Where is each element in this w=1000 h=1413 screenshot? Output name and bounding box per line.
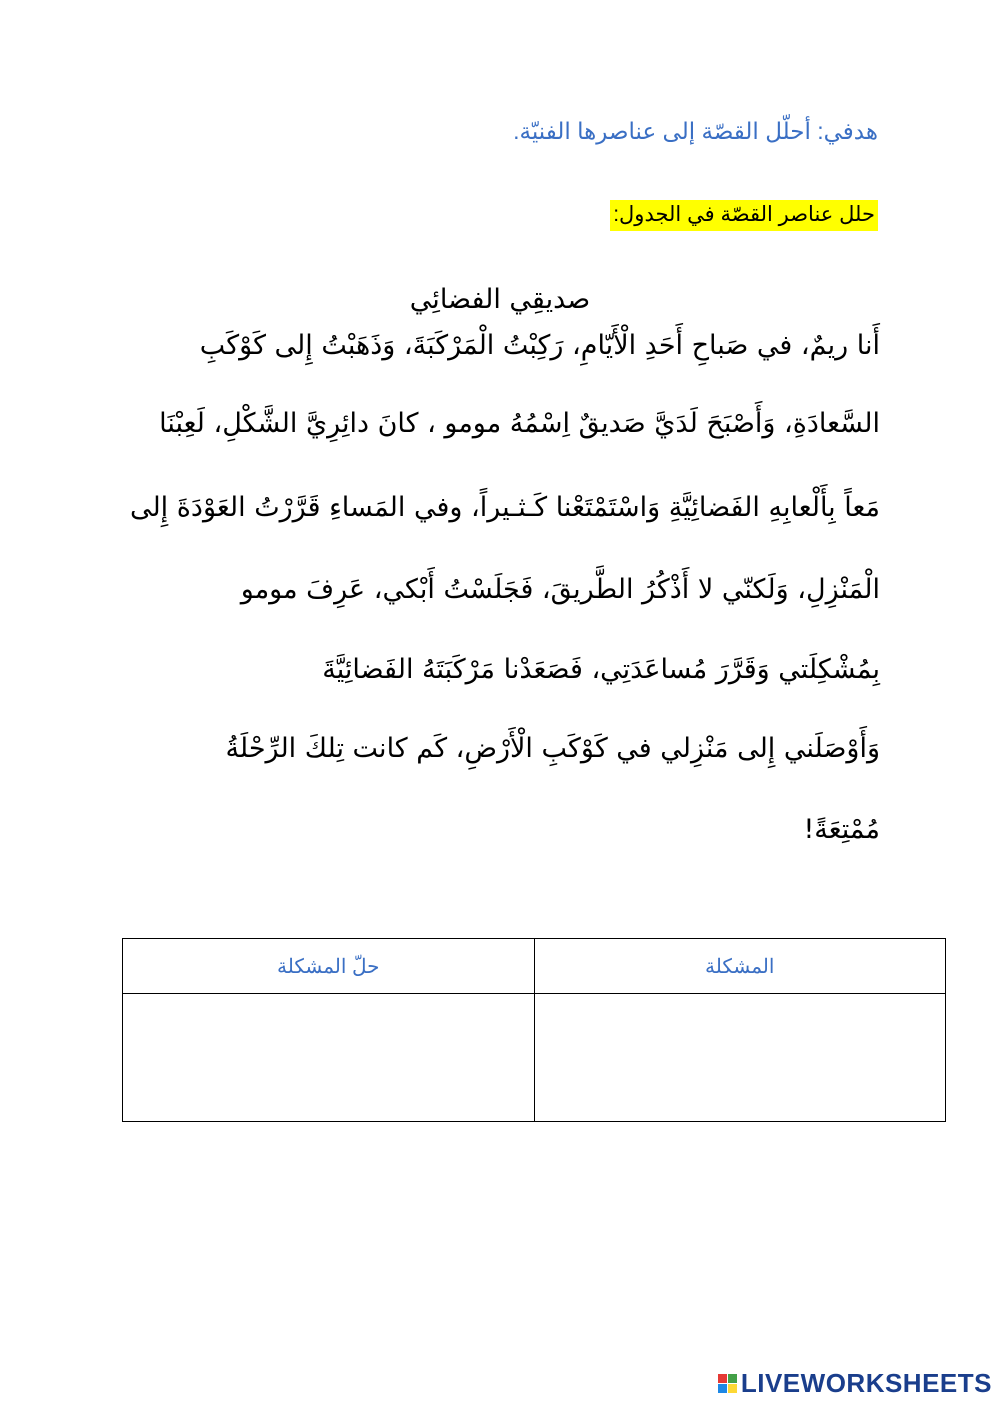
solution-answer-cell[interactable] <box>123 994 535 1122</box>
story-line: وَأَوْصَلَني إِلى مَنْزِلي في كَوْكَبِ الْأَرْضِ، كَم كانت تِلكَ الرِّحْلَةُ <box>225 733 880 764</box>
liveworksheets-watermark <box>718 1368 992 1399</box>
liveworksheets-logo-icon <box>718 1374 737 1393</box>
logo-square <box>718 1384 727 1393</box>
table-header-problem: المشكلة <box>534 939 946 994</box>
story-line: مُمْتِعَةً! <box>803 814 880 845</box>
goal-text: هدفي: أحلّل القصّة إلى عناصرها الفنيّة. <box>513 118 878 144</box>
instruction-highlight: حلل عناصر القصّة في الجدول: <box>610 200 878 231</box>
story-line: السَّعادَةِ، وَأَصْبَحَ لَدَيَّ صَديقٌ اِسْمُهُ مومو ، كانَ دائِرِيَّ الشَّكْلِ، لَعِبْنَا <box>159 408 880 439</box>
story-line: أَنا ريمٌ، في صَباحِ أَحَدِ الْأَيّامِ، رَكِبْتُ الْمَرْكَبَةَ، وَذَهَبْتُ إِلى كَوْكَبِ <box>199 330 880 361</box>
watermark-text: LIVEWORKSHEETS <box>740 1368 992 1398</box>
problem-answer-cell[interactable] <box>534 994 946 1122</box>
analysis-table <box>122 938 946 1118</box>
story-title: صديقِي الفضائِي <box>409 284 591 315</box>
story-line: بِمُشْكِلَتي وَقَرَّرَ مُساعَدَتِي، فَصَعَدْنا مَرْكَبَتَهُ الفَضائِيَّةَ <box>322 654 880 685</box>
logo-square <box>728 1374 737 1383</box>
table-header-solution: حلّ المشكلة <box>123 939 535 994</box>
story-line: مَعاً بِأَلْعابِهِ الفَضائِيَّةِ وَاسْتَمْتَعْنا كَـثـيراً، وفي المَساءِ قَرَّرْتُ العَوْدَةَ إِلى <box>129 492 880 523</box>
story-line: الْمَنْزِلِ، وَلَكنّي لا أَذْكُرُ الطَّريقَ، فَجَلَسْتُ أَبْكي، عَرِفَ مومو <box>240 574 880 605</box>
logo-square <box>718 1374 727 1383</box>
logo-square <box>728 1384 737 1393</box>
